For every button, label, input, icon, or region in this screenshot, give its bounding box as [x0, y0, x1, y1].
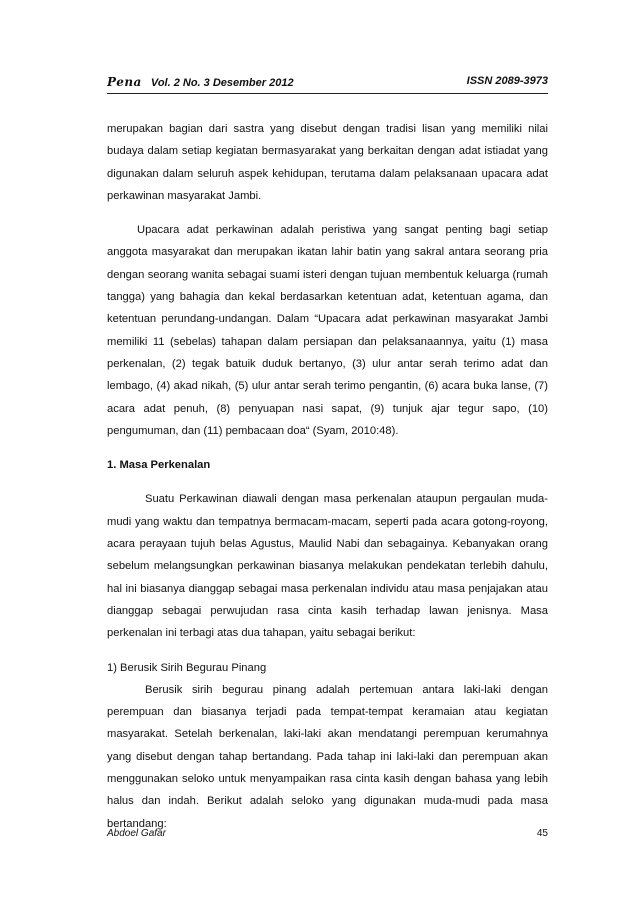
paragraph-gap: [107, 476, 548, 488]
footer-author: Abdoel Gafar: [107, 828, 166, 839]
header-rule: [107, 93, 548, 94]
paragraph: Upacara adat perkawinan adalah peristiwa yang sangat penting bagi setiap anggota masyarakat dan merupakan ikatan lahir batin yang sakral antara seorang pria dengan seorang wanita sebagai suami isteri dengan tujuan membentuk keluarga (rumah tangga) yang bahagia dan kekal berdasarkan ketentuan adat, ketentuan agama, dan ketentuan perundang-undangan. Dalam “Upacara adat perkawinan masyarakat Jambi memiliki 11 (sebelas) tahapan dalam persiapan dan pelaksanaannya, yaitu (1) masa perkenalan, (2) tegak batuik duduk bertanyo, (3) ulur antar serah terimo adat dan lembago, (4) akad nikah, (5) ulur antar serah terimo pengantin, (6) acara buka lanse, (7) acara adat penuh, (8) penyuapan nasi sapat, (9) tunjuk ajar tegur sapo, (10) pengumuman, dan (11) pembacaan doa“ (Syam, 2010:48).: [107, 224, 548, 437]
paragraph: Suatu Perkawinan diawali dengan masa perkenalan ataupun pergaulan muda-mudi yang waktu dan tempatnya bermacam-macam, seperti pada acara gotong-royong, acara perayaan tujuh belas Agustus, Maulid Nabi dan sebagainya. Kebanyakan orang sebelum melangsungkan perkawinan biasanya melakukan pendekatan terlebih dahulu, hal ini biasanya dianggap sebagai masa perkenalan individu atau masa penjajakan atau dianggap sebagai perwujudan rasa cinta kasih terhadap lawan jenisnya. Masa perkenalan ini terbagi atas dua tahapan, yaitu sebagai berikut:: [107, 493, 548, 640]
journal-logo: Pena: [107, 75, 142, 89]
page-footer: [107, 828, 548, 844]
paragraph: merupakan bagian dari sastra yang disebut dengan tradisi lisan yang memiliki nilai budaya dalam setiap kegiatan bermasyarakat yang berkaitan dengan adat istiadat yang digunakan dalam seluruh aspek kehidupan, terutama dalam pelaksanaan upacara adat perkawinan masyarakat Jambi.: [107, 123, 548, 202]
running-header: [107, 75, 548, 91]
paragraph-gap: [107, 645, 548, 657]
subsection-heading: 1) Berusik Sirih Begurau Pinang: [107, 661, 267, 674]
page-number: 45: [536, 828, 548, 839]
paragraph: Berusik sirih begurau pinang adalah pertemuan antara laki-laki dengan perempuan dan biasanya terjadi pada tempat-tempat keramaian atau kegiatan masyarakat. Setelah berkenalan, laki-laki akan mendatangi perempuan kerumahnya yang disebut dengan tahap bertandang. Pada tahap ini laki-laki dan perempuan akan menggunakan seloko untuk menyampaikan rasa cinta kasih dengan bahasa yang lebih halus dan indah. Berikut adalah seloko yang digunakan muda-mudi pada masa bertandang:: [107, 683, 548, 830]
journal-issn: ISSN 2089-3973: [466, 75, 548, 87]
journal-volume: Vol. 2 No. 3 Desember 2012: [150, 77, 294, 89]
article-body: [107, 118, 548, 835]
paragraph-gap: [107, 442, 548, 454]
section-heading: 1. Masa Perkenalan: [107, 459, 211, 472]
paragraph-gap: [107, 207, 548, 219]
